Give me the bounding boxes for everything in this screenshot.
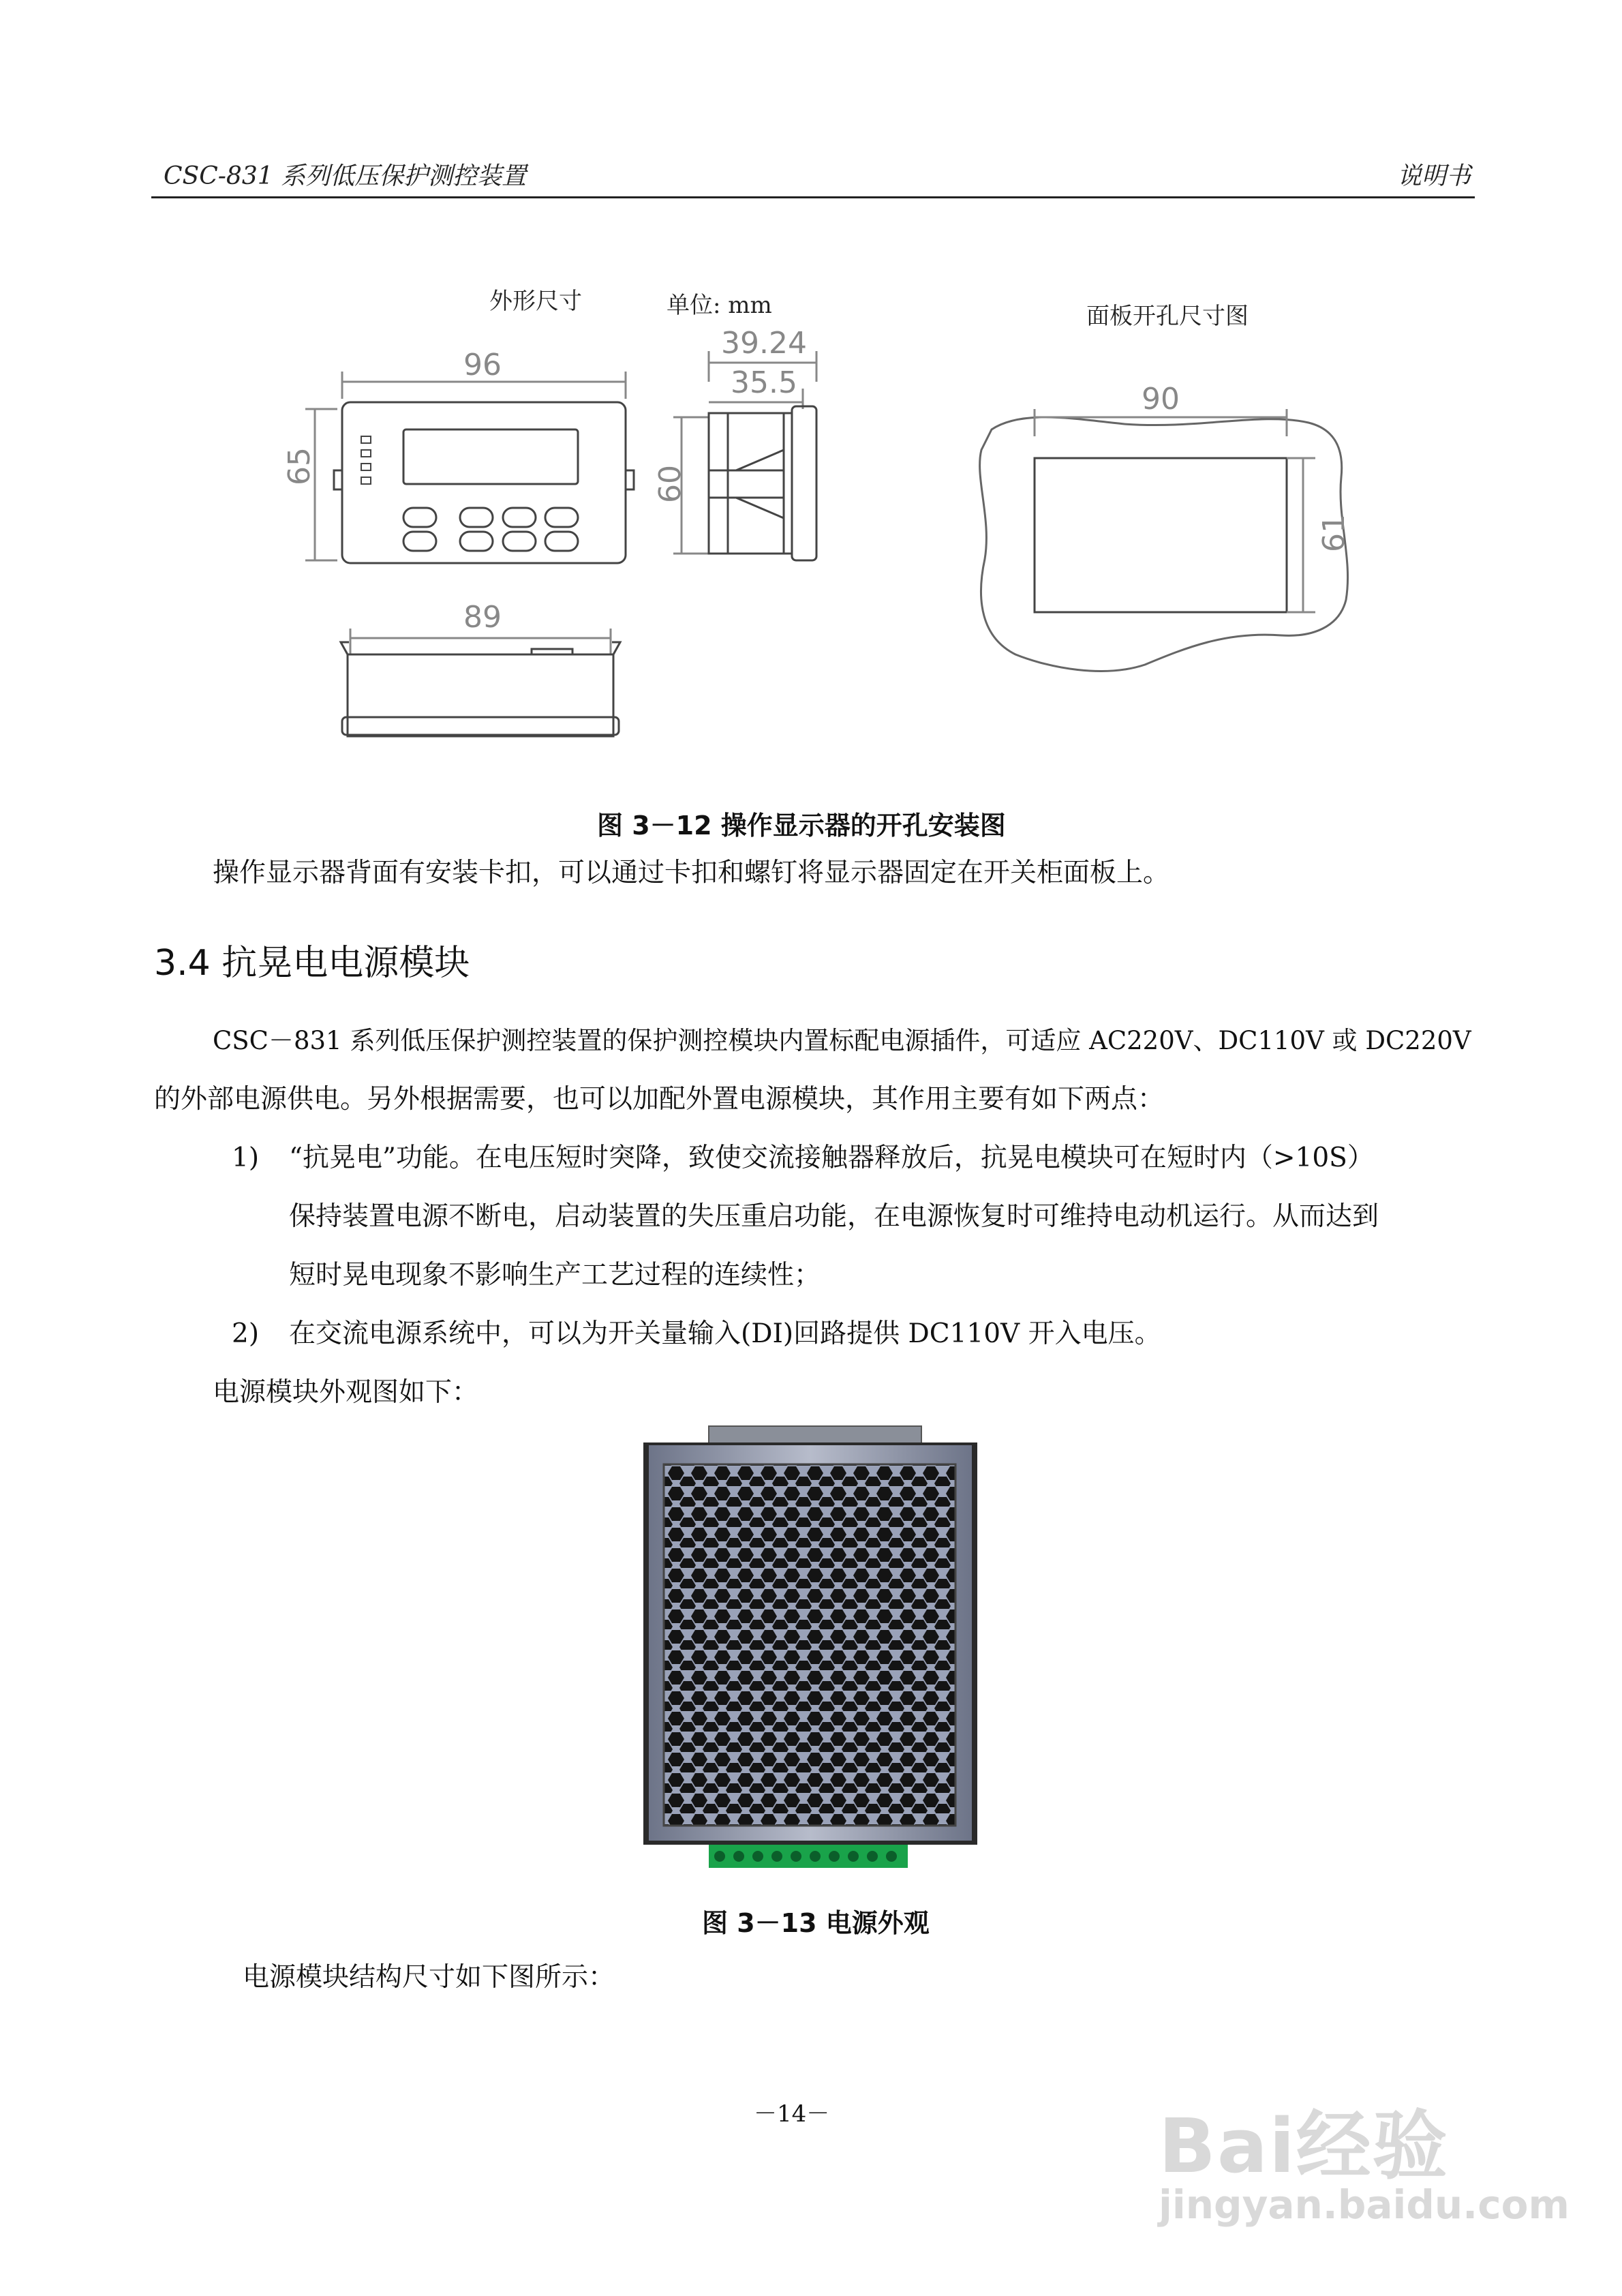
cutout-view [980,409,1348,671]
dim-side-height: 60 [653,465,688,503]
watermark-logo: Bai经验 [1159,2102,1449,2190]
header-title: CSC-831 系列低压保护测控装置 [164,162,527,190]
paragraph-intro-line2: 的外部电源供电。另外根据需要，也可以加配外置电源模块，其作用主要有如下两点： [154,1084,1165,1115]
paragraph-appearance-intro: 电源模块外观图如下： [213,1377,479,1408]
label-outline-dimensions: 外形尺寸 [489,288,582,315]
paragraph-intro-line1: CSC－831 系列低压保护测控装置的保护测控模块内置标配电源插件，可适应 AC220V、DC110V 或 DC220V [213,1026,1471,1055]
figure-caption-3-13: 图 3－13 电源外观 [702,1908,930,1938]
dim-depth: 35.5 [731,365,797,400]
paragraph-mounting: 操作显示器背面有安装卡扣，可以通过卡扣和螺钉将显示器固定在开关柜面板上。 [213,858,1170,888]
dim-cutout-height: 61 [1317,514,1351,552]
watermark-url: jingyan.baidu.com [1159,2181,1570,2228]
dim-height: 65 [282,447,317,485]
paragraph-dimensions-intro: 电源模块结构尺寸如下图所示： [243,1962,615,1993]
mounting-drawing [0,0,1622,818]
list-item-2-line1: 在交流电源系统中，可以为开关量输入(DI)回路提供 DC110V 开入电压。 [289,1318,1161,1349]
list-item-2-number: 2) [232,1318,260,1349]
dim-cutout-width: 90 [1142,382,1180,417]
page-number: －14－ [754,2100,830,2128]
front-view [305,372,634,563]
label-unit: 单位: mm [667,292,772,319]
bottom-view [341,629,620,736]
list-item-1-line2: 保持装置电源不断电，启动装置的失压重启功能，在电源恢复时可维持电动机运行。从而达到 [289,1201,1379,1232]
label-cutout-drawing: 面板开孔尺寸图 [1086,303,1249,330]
list-item-1-line3: 短时晃电现象不影响生产工艺过程的连续性； [289,1260,821,1290]
dim-depth-total: 39.24 [721,326,807,361]
header-doc-type: 说明书 [1397,162,1471,190]
list-item-1-line1: “抗晃电”功能。在电压短时突降，致使交流接触器释放后，抗晃电模块可在短时内（>10S） [289,1143,1374,1173]
dim-bottom-width: 89 [463,600,502,635]
figure-caption-3-12: 图 3－12 操作显示器的开孔安装图 [597,811,1006,841]
dim-width: 96 [463,348,502,382]
list-item-1-number: 1) [232,1143,260,1173]
section-title: 3.4 抗晃电电源模块 [154,943,470,984]
power-module-photo [643,1425,977,1875]
